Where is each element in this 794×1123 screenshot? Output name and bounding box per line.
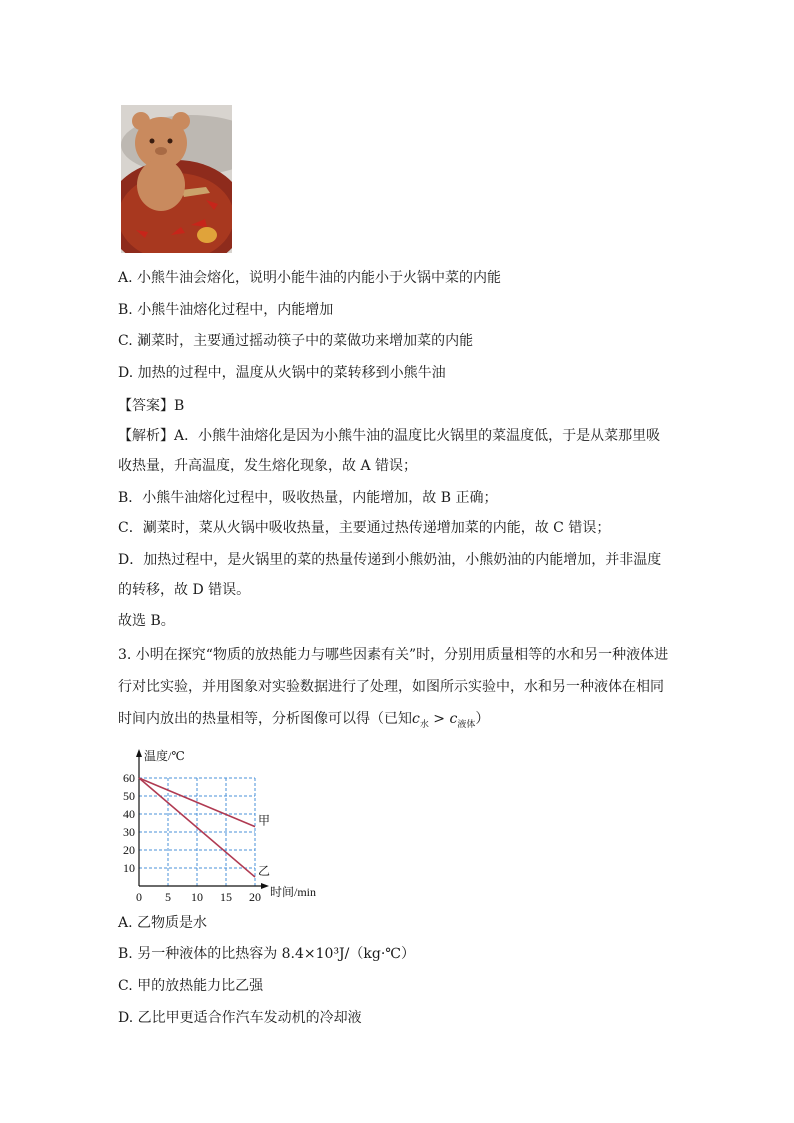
x-tick-label-0: 0 <box>136 890 142 904</box>
question3-line-1: 3. 小明在探究“物质的放热能力与哪些因素有关”时，分别用质量相等的水和另一种液体进 <box>118 647 669 663</box>
x-tick-label-5: 5 <box>165 890 171 904</box>
c-water-symbol: c <box>412 711 420 727</box>
analysis-line-5: D．加热过程中，是火锅里的菜的热量传递到小熊奶油，小熊奶油的内能增加，并非温度 <box>118 552 662 568</box>
series-line-1 <box>139 778 255 877</box>
y-tick-label-50: 50 <box>123 789 135 803</box>
y-tick-label-30: 30 <box>123 825 135 839</box>
option-a-q3: A. 乙物质是水 <box>118 915 208 931</box>
option-d-q3: D. 乙比甲更适合作汽车发动机的冷却液 <box>118 1010 362 1026</box>
temperature-time-chart <box>114 744 344 904</box>
analysis-line-7: 故选 B。 <box>118 613 175 629</box>
analysis-line-1: 【解析】A．小熊牛油熔化是因为小熊牛油的温度比火锅里的菜温度低，于是从菜那里吸 <box>118 428 661 444</box>
option-d-q2: D. 加热的过程中，温度从火锅中的菜转移到小熊牛油 <box>118 365 446 381</box>
option-b-q2: B. 小熊牛油熔化过程中，内能增加 <box>118 302 334 318</box>
sub-water: 水 <box>419 719 429 730</box>
y-tick-label-40: 40 <box>123 807 135 821</box>
option-c-q2: C. 涮菜时，主要通过摇动筷子中的菜做功来增加菜的内能 <box>118 333 474 349</box>
q3-line3-prefix: 时间内放出的热量相等，分析图像可以得（已知 <box>118 711 412 727</box>
y-tick-label-10: 10 <box>123 861 135 875</box>
x-tick-label-15: 15 <box>220 890 232 904</box>
y-tick-label-20: 20 <box>123 843 135 857</box>
analysis-line-3: B．小熊牛油熔化过程中，吸收热量，内能增加，故 B 正确； <box>118 490 498 506</box>
c-liquid-symbol: c <box>449 711 458 727</box>
option-b-q3: B. 另一种液体的比热容为 8.4×10³J/（kg·℃） <box>118 946 415 962</box>
y-tick-label-60: 60 <box>123 771 135 785</box>
answer-q2: 【答案】B <box>118 398 185 414</box>
gt-sign: > <box>428 711 450 727</box>
y-axis-arrow <box>136 749 142 757</box>
sub-liquid: 液体 <box>457 719 476 730</box>
question3-line-3 <box>118 709 489 735</box>
analysis-line-4: C．涮菜时，菜从火锅中吸收热量，主要通过热传递增加菜的内能，故 C 错误； <box>118 520 611 536</box>
series-label-1: 乙 <box>258 864 271 878</box>
x-tick-label-20: 20 <box>249 890 261 904</box>
hotpot-image <box>121 105 232 253</box>
analysis-line-6: 的转移，故 D 错误。 <box>118 582 251 598</box>
x-tick-label-10: 10 <box>191 890 203 904</box>
chart-ticks <box>123 771 261 904</box>
y-axis-label: 温度/℃ <box>144 749 185 763</box>
hotpot-photo <box>121 105 232 253</box>
series-label-0: 甲 <box>258 813 271 828</box>
question3-line-2: 行对比实验，并用图象对实验数据进行了处理，如图所示实验中，水和另一种液体在相同 <box>118 679 664 695</box>
analysis-line-2: 收热量，升高温度，发生熔化现象，故 A 错误； <box>118 458 418 474</box>
chart-series <box>139 778 270 878</box>
x-axis-label: 时间/min <box>270 885 317 899</box>
x-axis-arrow <box>261 883 269 889</box>
option-a-q2: A. 小熊牛油会熔化，说明小能牛油的内能小于火锅中菜的内能 <box>118 270 502 286</box>
q3-line3-suffix: ） <box>475 711 490 727</box>
option-c-q3: C. 甲的放热能力比乙强 <box>118 978 264 994</box>
chart-grid <box>139 778 255 886</box>
